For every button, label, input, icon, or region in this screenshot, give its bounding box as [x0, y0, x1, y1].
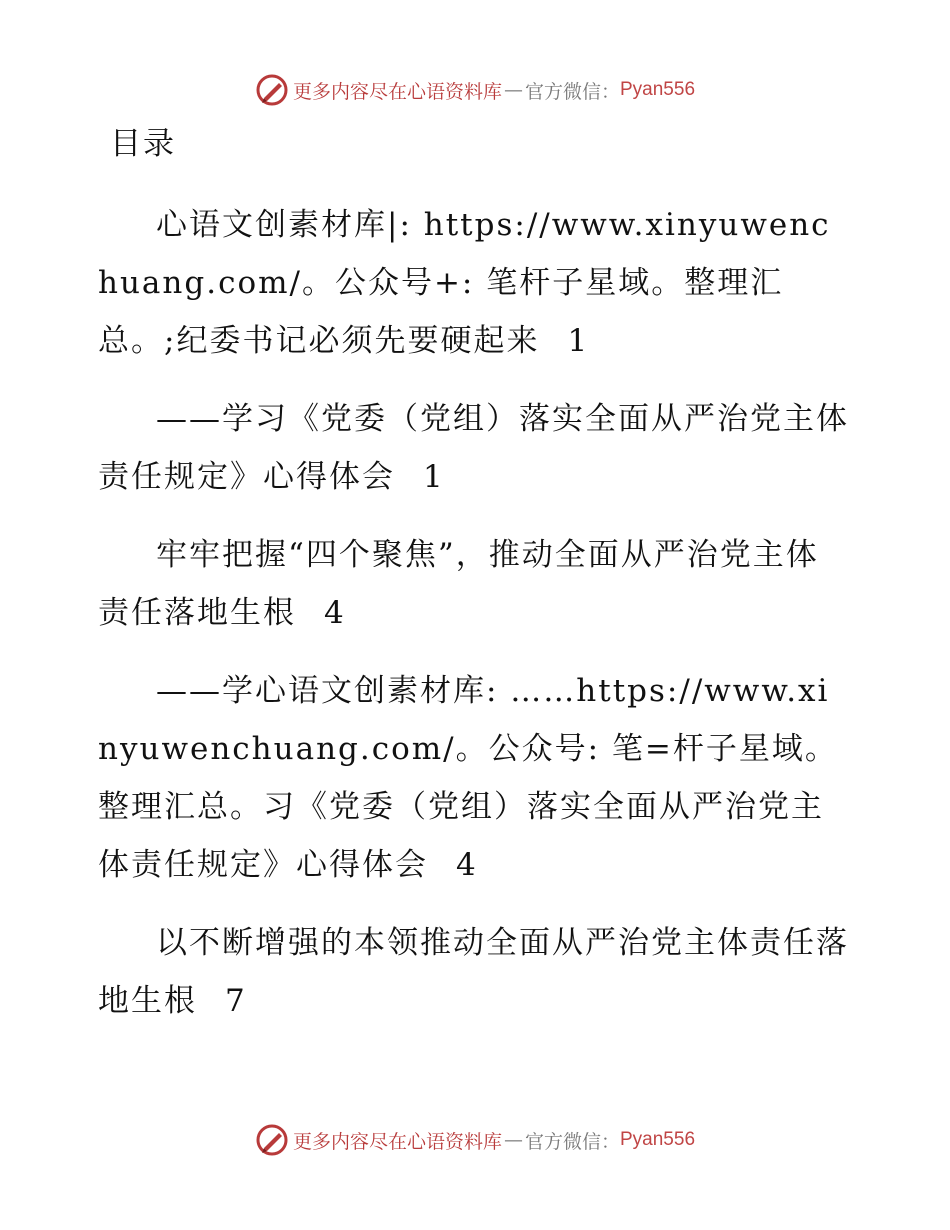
toc-entry[interactable] — [98, 914, 850, 1030]
toc-entry[interactable] — [98, 196, 850, 370]
toc-entry[interactable] — [98, 390, 850, 506]
toc-entry-page: 1 — [567, 323, 590, 359]
toc-entry[interactable] — [98, 662, 850, 894]
toc-title: 目录 — [110, 126, 176, 162]
banner-wechat-id: Pyan556 — [620, 1129, 696, 1150]
banner-official-label: 官方微信： — [524, 80, 620, 103]
banner-separator: — — [503, 1129, 523, 1151]
banner-separator: — — [503, 79, 523, 101]
toc-entry-text: ——学心语文创素材库: ……https://www.xinyuwenchuang.com/。公众号: 笔=杆子星域。整理汇总。习《党委（党组）落实全面从严治党主体责任规定》心得体会 — [98, 673, 838, 883]
toc-entry-page: 7 — [225, 983, 247, 1019]
toc-entry-text: 心语文创素材库|: https://www.xinyuwenchuang.com/。公众号+: 笔杆子星域。整理汇总。;纪委书记必须先要硬起来 — [98, 207, 831, 359]
toc-list — [98, 196, 850, 1050]
footer-banner — [0, 1120, 950, 1160]
pen-logo-icon — [255, 1123, 289, 1157]
toc-entry-page: 1 — [423, 459, 445, 495]
toc-entry-text: 以不断增强的本领推动全面从严治党主体责任落地生根 — [98, 925, 849, 1019]
banner-main-text: 更多内容尽在心语资料库 — [292, 1130, 502, 1153]
toc-entry-text: ——学习《党委（党组）落实全面从严治党主体责任规定》心得体会 — [98, 401, 849, 495]
header-banner — [0, 70, 950, 110]
pen-logo-icon — [255, 73, 289, 107]
toc-entry[interactable] — [98, 526, 850, 642]
toc-entry-page: 4 — [456, 847, 478, 883]
banner-wechat-id: Pyan556 — [620, 79, 696, 100]
toc-entry-page: 4 — [324, 595, 346, 631]
toc-entry-text: 牢牢把握“四个聚焦”，推动全面从严治党主体责任落地生根 — [98, 537, 819, 631]
banner-main-text: 更多内容尽在心语资料库 — [292, 80, 502, 103]
banner-official-label: 官方微信： — [524, 1130, 620, 1153]
